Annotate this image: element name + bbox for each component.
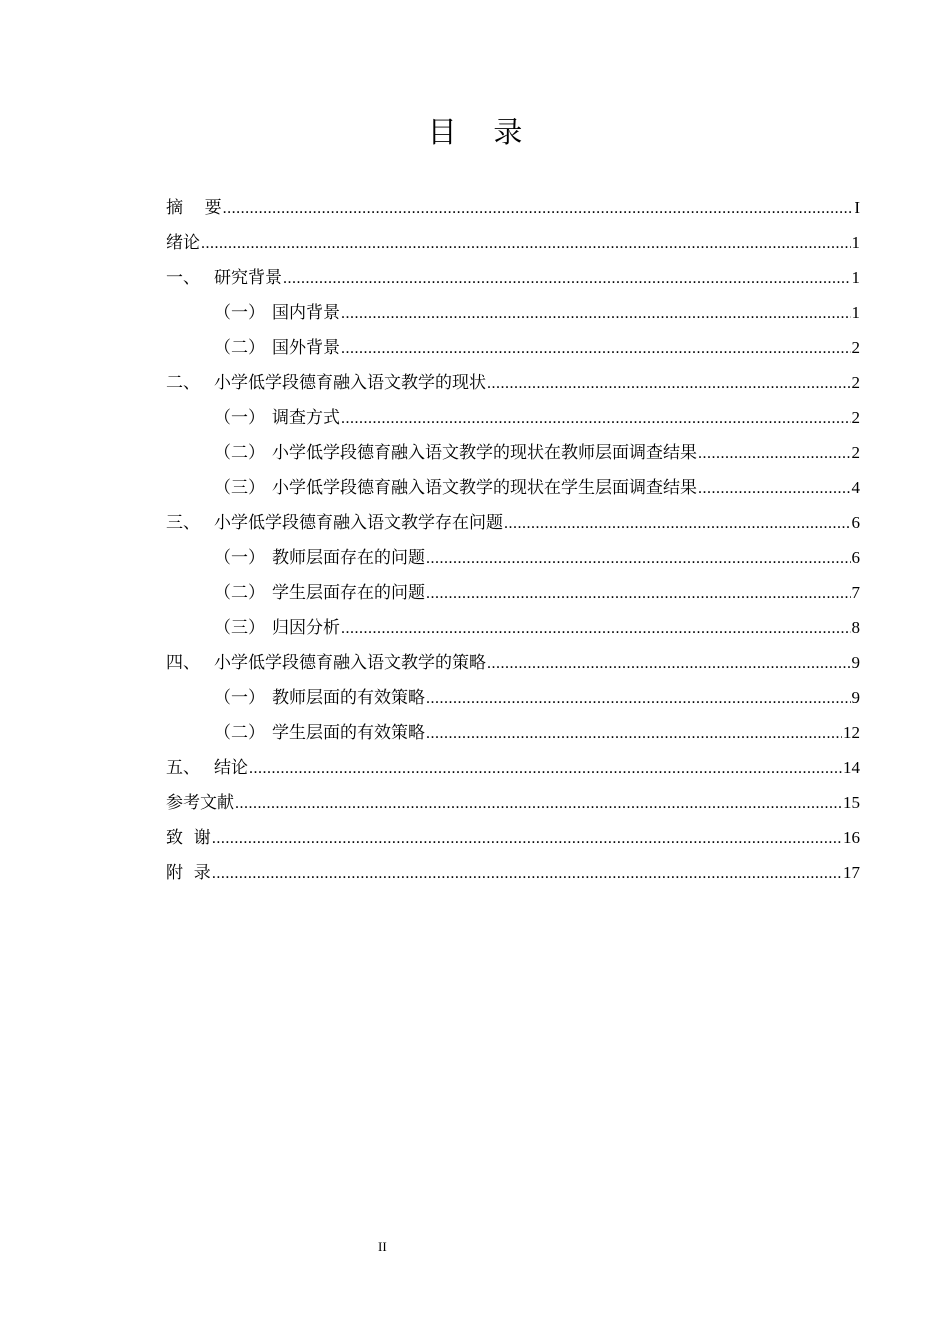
toc-dot-leader xyxy=(426,576,851,611)
toc-dot-leader xyxy=(487,646,851,681)
toc-entry-title xyxy=(214,471,697,506)
toc-entry[interactable] xyxy=(166,750,860,785)
toc-dot-leader xyxy=(249,751,842,786)
toc-entry-number: 三、 xyxy=(166,513,200,533)
toc-entry-number: （三） xyxy=(214,478,265,498)
toc-entry-label: 归因分析 xyxy=(272,618,340,638)
toc-entry-page: 6 xyxy=(851,513,860,532)
toc-entry[interactable] xyxy=(166,295,860,330)
toc-entry-page: 9 xyxy=(851,653,860,672)
toc-entry-title xyxy=(214,436,697,471)
toc-entry-number: （一） xyxy=(214,303,265,323)
toc-entry-title xyxy=(214,681,425,716)
toc-dot-leader xyxy=(426,541,851,576)
toc-dot-leader xyxy=(341,401,851,436)
toc-entry[interactable] xyxy=(166,715,860,750)
toc-entry-page: 1 xyxy=(851,233,860,252)
toc-dot-leader xyxy=(341,331,851,366)
toc-dot-leader xyxy=(223,191,854,226)
toc-entry-label: 国外背景 xyxy=(272,338,340,358)
toc-entry[interactable] xyxy=(166,855,860,890)
toc-entry-number: （三） xyxy=(214,618,265,638)
toc-entry-label: 附 录 xyxy=(166,863,211,883)
toc-entry[interactable] xyxy=(166,540,860,575)
toc-entry-title xyxy=(214,401,340,436)
toc-entry[interactable] xyxy=(166,470,860,505)
toc-entry-page: 4 xyxy=(851,478,860,497)
toc-entry-number: （二） xyxy=(214,338,265,358)
toc-dot-leader xyxy=(426,716,842,751)
toc-dot-leader xyxy=(698,471,851,506)
toc-entry-page: 16 xyxy=(843,828,860,847)
toc-entry-page: 2 xyxy=(851,443,860,462)
toc-entry-title xyxy=(166,226,200,261)
toc-entry-label: 小学低学段德育融入语文教学的现状在学生层面调查结果 xyxy=(272,478,697,498)
toc-entry-page: 9 xyxy=(851,688,860,707)
toc-list xyxy=(166,190,860,890)
toc-entry[interactable] xyxy=(166,505,860,540)
toc-entry-title xyxy=(166,366,486,401)
toc-entry[interactable] xyxy=(166,330,860,365)
toc-entry-page: 1 xyxy=(851,303,860,322)
toc-entry-number: （一） xyxy=(214,408,265,428)
toc-entry-label: 致 谢 xyxy=(166,828,211,848)
toc-dot-leader xyxy=(283,261,851,296)
toc-dot-leader xyxy=(212,821,842,856)
toc-entry-page: 2 xyxy=(851,408,860,427)
toc-entry[interactable] xyxy=(166,680,860,715)
toc-entry-page: 1 xyxy=(851,268,860,287)
toc-entry-title xyxy=(214,296,340,331)
toc-entry-title xyxy=(166,261,282,296)
toc-entry-label: 研究背景 xyxy=(214,268,282,288)
toc-dot-leader xyxy=(504,506,851,541)
toc-entry-label: 学生层面存在的问题 xyxy=(272,583,425,603)
toc-entry-label: 小学低学段德育融入语文教学存在问题 xyxy=(214,513,503,533)
toc-title: 目 录 xyxy=(427,115,523,149)
toc-entry-number: 二、 xyxy=(166,373,200,393)
toc-entry-number: （一） xyxy=(214,688,265,708)
toc-entry-label: 绪论 xyxy=(166,233,200,253)
toc-entry-label: 教师层面存在的问题 xyxy=(272,548,425,568)
toc-entry[interactable] xyxy=(166,225,860,260)
toc-entry-label: 教师层面的有效策略 xyxy=(272,688,425,708)
toc-entry-title xyxy=(214,611,340,646)
toc-entry[interactable] xyxy=(166,820,860,855)
page-number: II xyxy=(378,1239,387,1254)
toc-dot-leader xyxy=(698,436,851,471)
toc-entry-title xyxy=(214,576,425,611)
toc-entry[interactable] xyxy=(166,645,860,680)
toc-entry-label: 小学低学段德育融入语文教学的现状在教师层面调查结果 xyxy=(272,443,697,463)
toc-entry-label: 调查方式 xyxy=(272,408,340,428)
toc-entry-page: 2 xyxy=(851,373,860,392)
toc-entry-label: 摘 要 xyxy=(166,198,222,218)
toc-entry-number: 五、 xyxy=(166,758,200,778)
toc-entry-page: I xyxy=(854,198,860,217)
toc-entry-label: 参考文献 xyxy=(166,793,234,813)
toc-entry-title xyxy=(214,716,425,751)
toc-entry-label: 国内背景 xyxy=(272,303,340,323)
toc-entry-label: 学生层面的有效策略 xyxy=(272,723,425,743)
toc-entry[interactable] xyxy=(166,260,860,295)
toc-entry-page: 14 xyxy=(843,758,860,777)
toc-entry-number: （二） xyxy=(214,443,265,463)
toc-dot-leader xyxy=(341,611,851,646)
toc-entry-number: （一） xyxy=(214,548,265,568)
toc-entry[interactable] xyxy=(166,400,860,435)
toc-entry[interactable] xyxy=(166,190,860,225)
toc-dot-leader xyxy=(426,681,851,716)
toc-entry-number: 四、 xyxy=(166,653,200,673)
toc-dot-leader xyxy=(341,296,851,331)
toc-entry-title xyxy=(166,646,486,681)
toc-entry-title xyxy=(166,821,211,856)
toc-entry-number: 一、 xyxy=(166,268,200,288)
toc-entry-title xyxy=(214,331,340,366)
toc-entry-title xyxy=(166,191,222,226)
toc-entry[interactable] xyxy=(166,435,860,470)
toc-entry[interactable] xyxy=(166,365,860,400)
toc-dot-leader xyxy=(212,856,842,891)
toc-entry-page: 17 xyxy=(843,863,860,882)
toc-entry-title xyxy=(166,856,211,891)
toc-entry-page: 15 xyxy=(843,793,860,812)
toc-entry-page: 2 xyxy=(851,338,860,357)
toc-entry-page: 7 xyxy=(851,583,860,602)
toc-entry-title xyxy=(166,506,503,541)
toc-dot-leader xyxy=(201,226,851,261)
toc-entry-label: 小学低学段德育融入语文教学的现状 xyxy=(214,373,486,393)
toc-entry[interactable] xyxy=(166,785,860,820)
toc-entry-page: 12 xyxy=(843,723,860,742)
toc-entry-number: （二） xyxy=(214,723,265,743)
toc-entry-page: 8 xyxy=(851,618,860,637)
toc-dot-leader xyxy=(235,786,842,821)
toc-entry-label: 小学低学段德育融入语文教学的策略 xyxy=(214,653,486,673)
toc-dot-leader xyxy=(487,366,851,401)
toc-entry[interactable] xyxy=(166,610,860,645)
toc-entry-title xyxy=(166,751,248,786)
toc-entry-page: 6 xyxy=(851,548,860,567)
toc-entry-title xyxy=(214,541,425,576)
toc-entry-label: 结论 xyxy=(214,758,248,778)
toc-entry[interactable] xyxy=(166,575,860,610)
toc-entry-number: （二） xyxy=(214,583,265,603)
toc-entry-title xyxy=(166,786,234,821)
